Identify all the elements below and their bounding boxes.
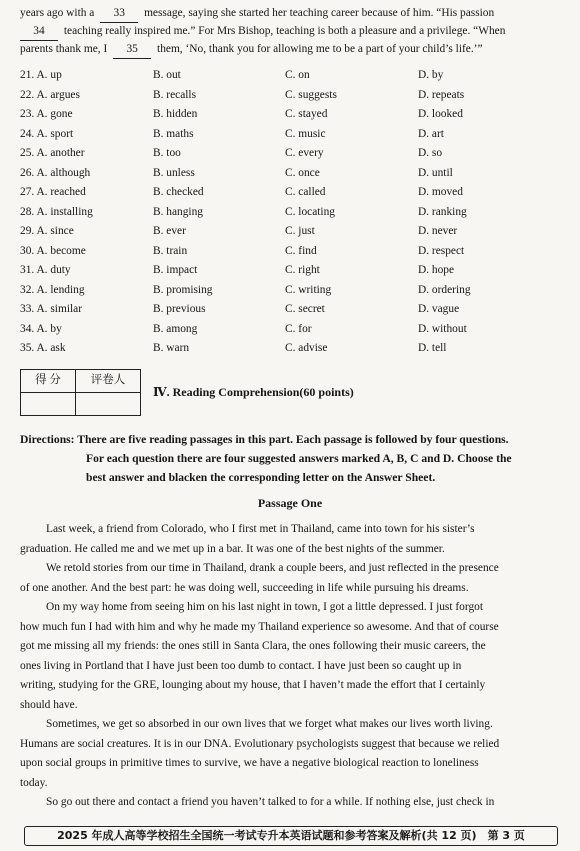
option-a: 29. A. since <box>20 225 74 237</box>
option-d: D. moved <box>418 186 463 198</box>
option-c: C. secret <box>285 303 325 315</box>
option-row <box>20 300 560 320</box>
option-b: B. maths <box>153 127 194 140</box>
option-c: C. right <box>285 264 320 276</box>
passage-line: On my way home from seeing him on his last night in town, I got a little depressed. I just forgot <box>46 601 484 613</box>
option-a: 34. A. by <box>20 322 62 335</box>
option-a: 28. A. installing <box>20 205 93 218</box>
score-cell <box>21 393 76 416</box>
directions-line: For each question there are four suggested answers marked A, B, C and D. Choose the <box>86 452 512 465</box>
option-c: C. on <box>285 69 310 81</box>
option-a: 21. A. up <box>20 69 62 81</box>
passage-line: graduation. He called me and we met up in a bar. It was one of the best nights of the summer. <box>20 542 445 555</box>
option-d: D. vague <box>418 303 460 315</box>
option-b: B. checked <box>153 186 204 198</box>
option-c: C. once <box>285 166 320 179</box>
option-b: B. among <box>153 322 198 335</box>
option-c: C. just <box>285 225 315 237</box>
option-row <box>20 86 560 106</box>
option-a: 23. A. gone <box>20 108 73 120</box>
option-row <box>20 339 560 359</box>
option-c: C. called <box>285 186 326 198</box>
option-row <box>20 144 560 164</box>
passage-line: Sometimes, we get so absorbed in our own lives that we forget what makes our lives worth living. <box>46 718 493 730</box>
page-footer: 2025 年成人高等学校招生全国统一考试专升本英语试题和参考答案及解析(共 12 页) 第 3 页 <box>24 826 558 846</box>
option-a: 25. A. another <box>20 147 85 159</box>
answer-options-list <box>20 66 560 359</box>
blank-34: 34 <box>20 22 58 41</box>
option-d: D. without <box>418 322 467 335</box>
option-b: B. recalls <box>153 88 197 101</box>
option-b: B. promising <box>153 283 213 296</box>
option-row <box>20 203 560 223</box>
passage-line: upon social groups in primitive times to survive, we have a negative biological reaction to loneliness <box>20 757 479 769</box>
directions-line: best answer and blacken the corresponding letter on the Answer Sheet. <box>86 471 436 484</box>
option-d: D. repeats <box>418 88 465 101</box>
option-b: B. unless <box>153 166 195 179</box>
cloze-passage-end <box>20 4 568 58</box>
passage-line: of one another. And the best part: he was doing well, succeeding in life while pursuing his dreams. <box>20 581 469 594</box>
option-c: C. music <box>285 127 326 140</box>
option-d: D. hope <box>418 264 455 276</box>
option-b: B. impact <box>153 264 198 276</box>
option-row <box>20 261 560 281</box>
passage-line: Last week, a friend from Colorado, who I first met in Thailand, came into town for his sister’s <box>46 523 475 535</box>
option-row <box>20 320 560 340</box>
option-b: B. hidden <box>153 108 198 120</box>
option-c: C. advise <box>285 342 328 354</box>
option-d: D. so <box>418 147 443 159</box>
passage-line: ones living in Portland that I have just been too dumb to contact. I have just been so caught up in <box>20 659 462 672</box>
option-a: 22. A. argues <box>20 88 80 101</box>
option-b: B. hanging <box>153 205 203 218</box>
option-c: C. every <box>285 147 324 159</box>
option-b: B. too <box>153 147 181 159</box>
passage-line: writing, studying for the GRE, lounging about my house, that I haven’t made the effort that I certainly <box>20 679 486 691</box>
option-d: D. never <box>418 225 458 237</box>
directions-line: Directions: There are five reading passages in this part. Each passage is followed by four questions. <box>20 433 509 446</box>
option-row <box>20 281 560 301</box>
score-header: 得 分 <box>21 370 76 393</box>
section-title: Ⅳ. Reading Comprehension(60 points) <box>153 385 354 399</box>
option-c: C. locating <box>285 205 335 218</box>
option-c: C. writing <box>285 283 332 296</box>
option-row <box>20 125 560 145</box>
option-c: C. suggests <box>285 88 337 101</box>
passage-title: Passage One <box>257 496 323 510</box>
passage-line: today. <box>20 776 48 789</box>
option-b: B. ever <box>153 225 186 237</box>
option-a: 24. A. sport <box>20 127 74 140</box>
option-row <box>20 66 560 86</box>
option-b: B. previous <box>153 303 206 315</box>
option-c: C. for <box>285 322 312 335</box>
directions <box>20 430 568 487</box>
passage-line: how much fun I had with him and why he made my Thailand experience so awesome. And that of course <box>20 620 499 633</box>
option-d: D. tell <box>418 342 447 354</box>
grader-cell <box>76 393 141 416</box>
option-a: 31. A. duty <box>20 264 71 276</box>
option-c: C. stayed <box>285 108 328 120</box>
option-a: 26. A. although <box>20 166 91 179</box>
option-d: D. art <box>418 127 444 140</box>
text-line: parents thank me, I 35 them, ‘No, thank you for allowing me to be a part of your child’s life.’” <box>20 40 568 58</box>
option-b: B. out <box>153 69 181 81</box>
option-b: B. train <box>153 244 188 257</box>
option-a: 33. A. similar <box>20 303 83 315</box>
grader-header: 评卷人 <box>76 370 141 393</box>
option-row <box>20 164 560 184</box>
text-line: 34 teaching really inspired me.” For Mrs Bishop, teaching is both a pleasure and a privilege. “When <box>20 22 568 40</box>
option-d: D. by <box>418 69 444 81</box>
option-b: B. warn <box>153 342 190 354</box>
score-table <box>20 369 141 416</box>
blank-35: 35 <box>113 40 151 59</box>
passage-line: We retold stories from our time in Thailand, drank a couple beers, and just reflected in the presence <box>46 562 499 574</box>
option-a: 32. A. lending <box>20 283 85 296</box>
option-d: D. ranking <box>418 205 467 218</box>
option-a: 35. A. ask <box>20 342 66 354</box>
option-d: D. ordering <box>418 283 471 296</box>
passage-line: got me missing all my friends: the ones still in Santa Clara, the ones following their music careers, the <box>20 640 486 652</box>
option-row <box>20 242 560 262</box>
passage-line: should have. <box>20 698 78 711</box>
option-d: D. respect <box>418 244 465 257</box>
text-line: years ago with a 33 message, saying she started her teaching career because of him. “His passion <box>20 4 568 22</box>
blank-33: 33 <box>100 4 138 23</box>
option-c: C. find <box>285 244 317 257</box>
option-row <box>20 183 560 203</box>
option-d: D. until <box>418 166 453 179</box>
passage-line: Humans are social creatures. It is in our DNA. Evolutionary psychologists suggest that because we relied <box>20 737 500 750</box>
option-d: D. looked <box>418 108 463 120</box>
option-row <box>20 105 560 125</box>
option-a: 30. A. become <box>20 244 86 257</box>
option-a: 27. A. reached <box>20 186 86 198</box>
reading-passage <box>20 520 568 813</box>
passage-line: So go out there and contact a friend you haven’t talked to for a while. If nothing else, just check in <box>46 796 495 808</box>
option-row <box>20 222 560 242</box>
